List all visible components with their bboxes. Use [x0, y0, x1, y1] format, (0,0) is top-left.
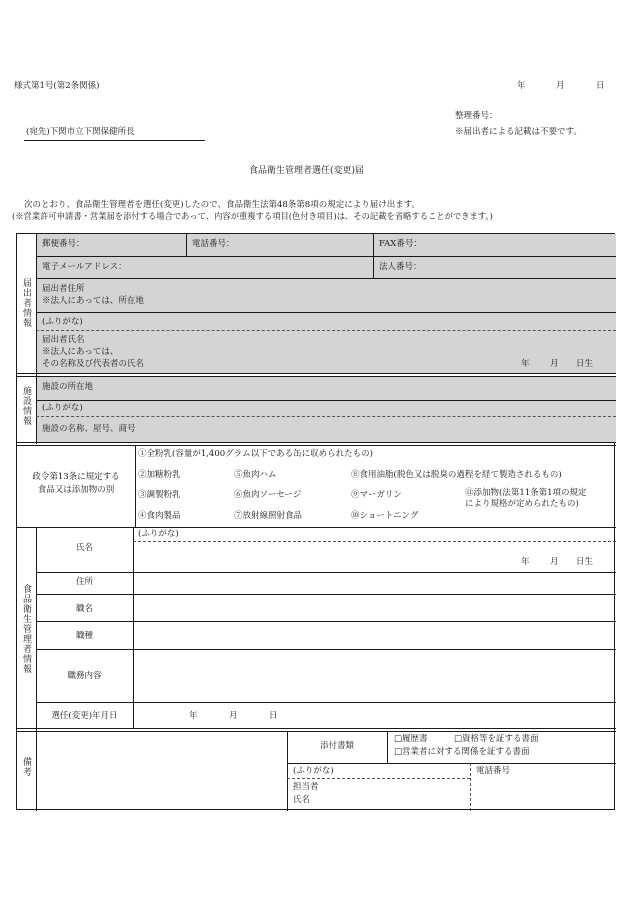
food-item-9: ⑨マーガリン: [351, 490, 402, 500]
manager-birth-day: 日生: [576, 557, 594, 567]
corporate-number-label: 法人番号：: [379, 262, 422, 272]
notifier-birth-year: 年: [521, 359, 530, 369]
food-item-11-line-1: ⑪添加物(法第11条第1項の規定: [465, 488, 587, 498]
attachment-option-relationship[interactable]: □営業者に対する関係を証する書面: [394, 747, 530, 757]
attachments-label: 添付書類: [319, 741, 354, 751]
attachment-option-qualification[interactable]: □資格等を証する書面: [454, 734, 539, 744]
facility-furigana-label: (ふりがな): [42, 403, 83, 413]
notifier-birth-month: 月: [550, 359, 559, 369]
food-category-label-2: 食品又は添加物の別: [37, 485, 115, 495]
manager-duties-label: 職務内容: [67, 671, 102, 681]
phone-label: 電話番号：: [192, 239, 235, 249]
food-item-5: ⑤魚肉ハム: [234, 470, 277, 480]
notifier-address-label: 届出者住所: [42, 284, 85, 294]
attachment-option-resume[interactable]: □履歴書: [394, 734, 428, 744]
facility-section-label: 施設情報: [21, 386, 31, 426]
manager-occupation-label: 職種: [75, 631, 93, 641]
food-item-10: ⑩ショートニング: [351, 511, 419, 521]
contact-person-label: 担当者: [293, 782, 319, 792]
remarks-section-label: 備考: [21, 757, 31, 777]
manager-birth-month: 月: [550, 557, 559, 567]
manager-section-label: 食品衛生管理者情報: [21, 584, 31, 674]
notifier-section-label: 届出者情報: [21, 278, 31, 328]
food-item-7: ⑦放射線照射食品: [234, 511, 303, 521]
manager-job-title-label: 職名: [75, 604, 93, 614]
food-item-6: ⑥魚肉ソーセージ: [234, 490, 302, 500]
manager-furigana-label: (ふりがな): [138, 529, 179, 539]
appointment-month-label: 月: [229, 711, 238, 721]
email-label: 電子メールアドレス：: [42, 262, 127, 272]
notifier-birth-day: 日生: [576, 359, 594, 369]
appointment-year-label: 年: [189, 711, 198, 721]
facility-location-label: 施設の所在地: [42, 382, 94, 392]
food-item-8: ⑧食用油脂(脱色又は脱臭の過程を経て製造されるもの): [351, 470, 562, 480]
food-item-4: ④食肉製品: [138, 511, 181, 521]
reference-number-label: 整理番号：: [455, 111, 498, 121]
intro-text: 次のとおり、食品衛生管理者を選任(変更)したので、食品衛生法第48条第8項の規定により届け出ます。: [24, 200, 421, 210]
postal-code-label: 郵便番号：: [42, 239, 85, 249]
contact-furigana-label: (ふりがな): [293, 766, 334, 776]
facility-name-label: 施設の名称、屋号、商号: [42, 424, 136, 434]
addressee-underline: [24, 140, 205, 141]
notifier-address-note: ※法人にあっては、所在地: [42, 296, 144, 306]
food-item-11-line-2: により規格が定められたもの): [465, 499, 579, 509]
addressee: (宛先)下関市立下関保健所長: [26, 127, 135, 137]
food-item-1: ①全粉乳(容量が1,400グラム以下である缶に収められたもの): [138, 449, 373, 459]
food-category-label-1: 政令第13条に規定する: [32, 472, 120, 482]
date-year-label: 年: [517, 81, 526, 91]
form-title: 食品衛生管理者選任(変更)届: [249, 166, 365, 176]
manager-birth-year: 年: [521, 557, 530, 567]
food-item-3: ③調製粉乳: [138, 490, 181, 500]
date-day-label: 日: [596, 81, 605, 91]
notifier-name-note-1: ※法人にあっては、: [42, 347, 119, 357]
appointment-day-label: 日: [269, 711, 278, 721]
food-item-2: ②加糖粉乳: [138, 470, 181, 480]
manager-name-label: 氏名: [75, 543, 93, 553]
notifier-name-label: 届出者氏名: [42, 335, 85, 345]
intro-note: (※営業許可申請書・営業届を添付する場合であって、内容が重複する項目(色付き項目)は、その記載を省略することができます。): [12, 211, 493, 221]
manager-address-label: 住所: [75, 577, 93, 587]
form-table: [16, 233, 615, 810]
date-month-label: 月: [556, 81, 565, 91]
notifier-furigana-label: (ふりがな): [42, 317, 83, 327]
appointment-date-label: 選任(変更)年月日: [51, 711, 118, 721]
fax-label: FAX番号：: [379, 239, 422, 249]
form-number: 様式第1号(第2条関係): [14, 81, 100, 91]
contact-name-label: 氏名: [293, 795, 311, 805]
reference-number-note: ※届出者による記載は不要です。: [455, 127, 582, 137]
contact-phone-label: 電話番号: [476, 766, 511, 776]
notifier-name-note-2: その名称及び代表者の氏名: [42, 359, 145, 369]
